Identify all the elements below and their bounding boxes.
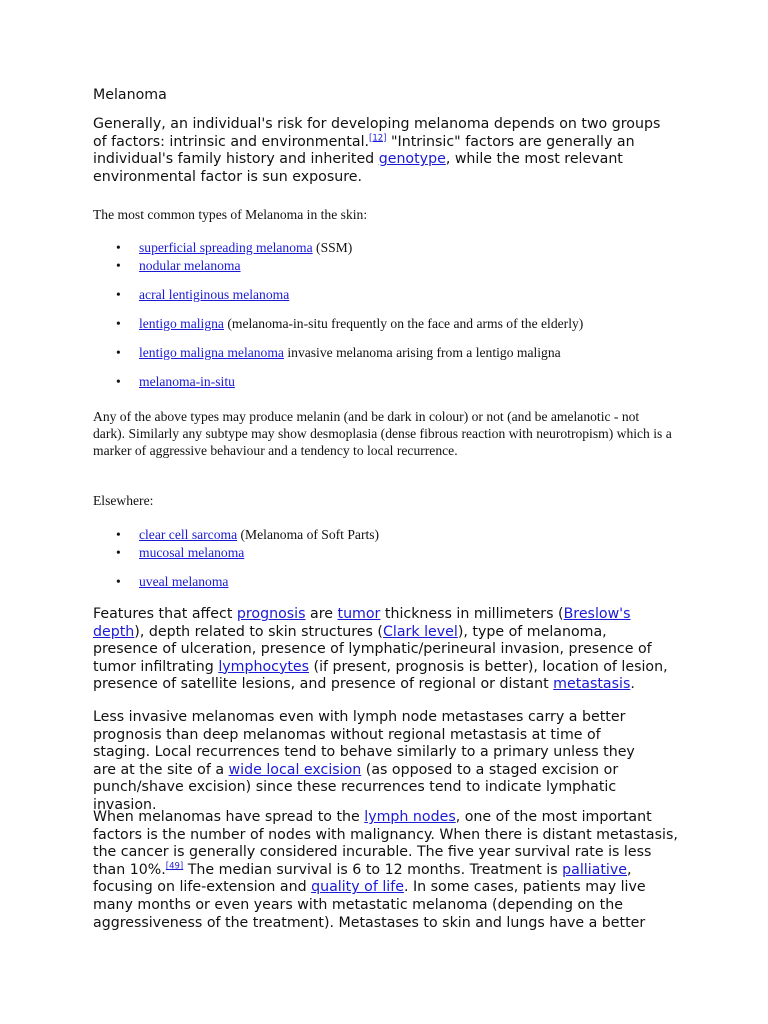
tumor-link[interactable]: tumor (337, 606, 381, 622)
text: thickness in millimeters ( (380, 606, 564, 622)
uveal-melanoma-link[interactable]: uveal melanoma (139, 574, 229, 589)
text: (SSM) (312, 240, 353, 255)
bullet-icon: • (116, 345, 121, 360)
text: invasive melanoma arising from a lentigo maligna (283, 345, 561, 360)
wide-local-excision-link[interactable]: wide local excision (228, 761, 362, 778)
clear-cell-sarcoma-link[interactable]: clear cell sarcoma (139, 527, 238, 542)
text: When melanomas have spread to the (93, 809, 365, 825)
text: (Melanoma of Soft Parts) (237, 527, 380, 542)
text: Generally, an individual's risk for developing melanoma depends on two groups of factors: intrinsic and environmental. (93, 116, 661, 150)
text: , focusing on life-extension and (93, 861, 632, 896)
bullet-icon: • (116, 316, 121, 331)
text: Less invasive melanomas even with lymph node metastases carry a better prognosis than deep melanomas without regional metastasis at time of staging. Local recurrences tend to behave similarly to a primary unless they are at the site of a (93, 709, 635, 778)
lymph-nodes-link[interactable]: lymph nodes (364, 809, 456, 825)
paragraph-pigmentation: Any of the above types may produce melanin (and be dark in colour) or not (and be amelanotic - not dark). Similarly any subtype may show desmoplasia (dense fibrous reaction with neurotropism) which is a marker of aggressive behaviour and a tendency to local recurrence. (93, 409, 672, 458)
lentigo-maligna-melanoma-link[interactable]: lentigo maligna melanoma (139, 345, 284, 360)
genotype-link[interactable]: genotype (378, 151, 446, 168)
prognosis-link[interactable]: prognosis (236, 606, 306, 622)
citation-link[interactable]: [12] (369, 132, 387, 143)
text: . In some cases, patients may live many months or even years with metastatic melanoma (depending on the aggressiveness of the treatment). Metastases to skin and lungs have a better (93, 879, 646, 931)
superficial-spreading-melanoma-link[interactable]: superficial spreading melanoma (139, 240, 313, 255)
text: (if present, prognosis is better), location of lesion, presence of satellite lesions, and presence of regional or distant (93, 658, 668, 693)
text: Features that affect (93, 606, 237, 622)
text: , while the most relevant environmental factor is sun exposure. (93, 151, 623, 185)
paragraph-prognosis-features (93, 606, 668, 694)
text: "Intrinsic" factors are generally an individual's family history and inherited (93, 133, 635, 168)
citation-link[interactable]: [49] (165, 861, 184, 872)
bullet-icon: • (116, 374, 121, 389)
acral-lentiginous-melanoma-link[interactable]: acral lentiginous melanoma (139, 287, 290, 302)
page-title: Melanoma (93, 87, 167, 103)
types-heading: The most common types of Melanoma in the skin: (93, 207, 368, 222)
bullet-icon: • (116, 545, 121, 560)
text: ), depth related to skin structures ( (134, 623, 383, 640)
bullet-icon: • (116, 240, 121, 255)
nodular-melanoma-link[interactable]: nodular melanoma (139, 258, 241, 273)
metastasis-link[interactable]: metastasis (553, 676, 631, 693)
mucosal-melanoma-link[interactable]: mucosal melanoma (139, 545, 245, 560)
paragraph-risk-factors (93, 116, 668, 186)
bullet-icon: • (116, 258, 121, 273)
clark-level-link[interactable]: Clark level (382, 623, 458, 640)
lentigo-maligna-link[interactable]: lentigo maligna (139, 316, 224, 331)
quality-of-life-link[interactable]: quality of life (311, 879, 404, 896)
paragraph-less-invasive (93, 709, 658, 815)
text: , one of the most important factors is the number of nodes with malignancy. When there is distant metastasis, the cancer is generally considered incurable. The five year survival rate is less than 10%. (93, 809, 678, 878)
text: (melanoma-in-situ frequently on the face and arms of the elderly) (223, 316, 584, 331)
lymphocytes-link[interactable]: lymphocytes (218, 658, 310, 675)
melanoma-in-situ-link[interactable]: melanoma-in-situ (139, 374, 235, 389)
text: The median survival is 6 to 12 months. Treatment is (183, 861, 563, 878)
text: ), type of melanoma, presence of ulceration, presence of lymphatic/perineural invasion, presence of tumor infiltrating (93, 623, 652, 675)
palliative-link[interactable]: palliative (562, 861, 627, 878)
paragraph-metastatic-spread (93, 809, 678, 932)
bullet-icon: • (116, 574, 121, 589)
text: . (630, 676, 635, 693)
breslows-depth-link[interactable]: Breslow's depth (93, 606, 631, 640)
text: are (305, 606, 338, 622)
bullet-icon: • (116, 287, 121, 302)
elsewhere-heading: Elsewhere: (93, 493, 154, 508)
bullet-icon: • (116, 527, 121, 542)
text: (as opposed to a staged excision or punch/shave excision) since these recurrences tend to indicate lymphatic invasion. (93, 761, 619, 813)
